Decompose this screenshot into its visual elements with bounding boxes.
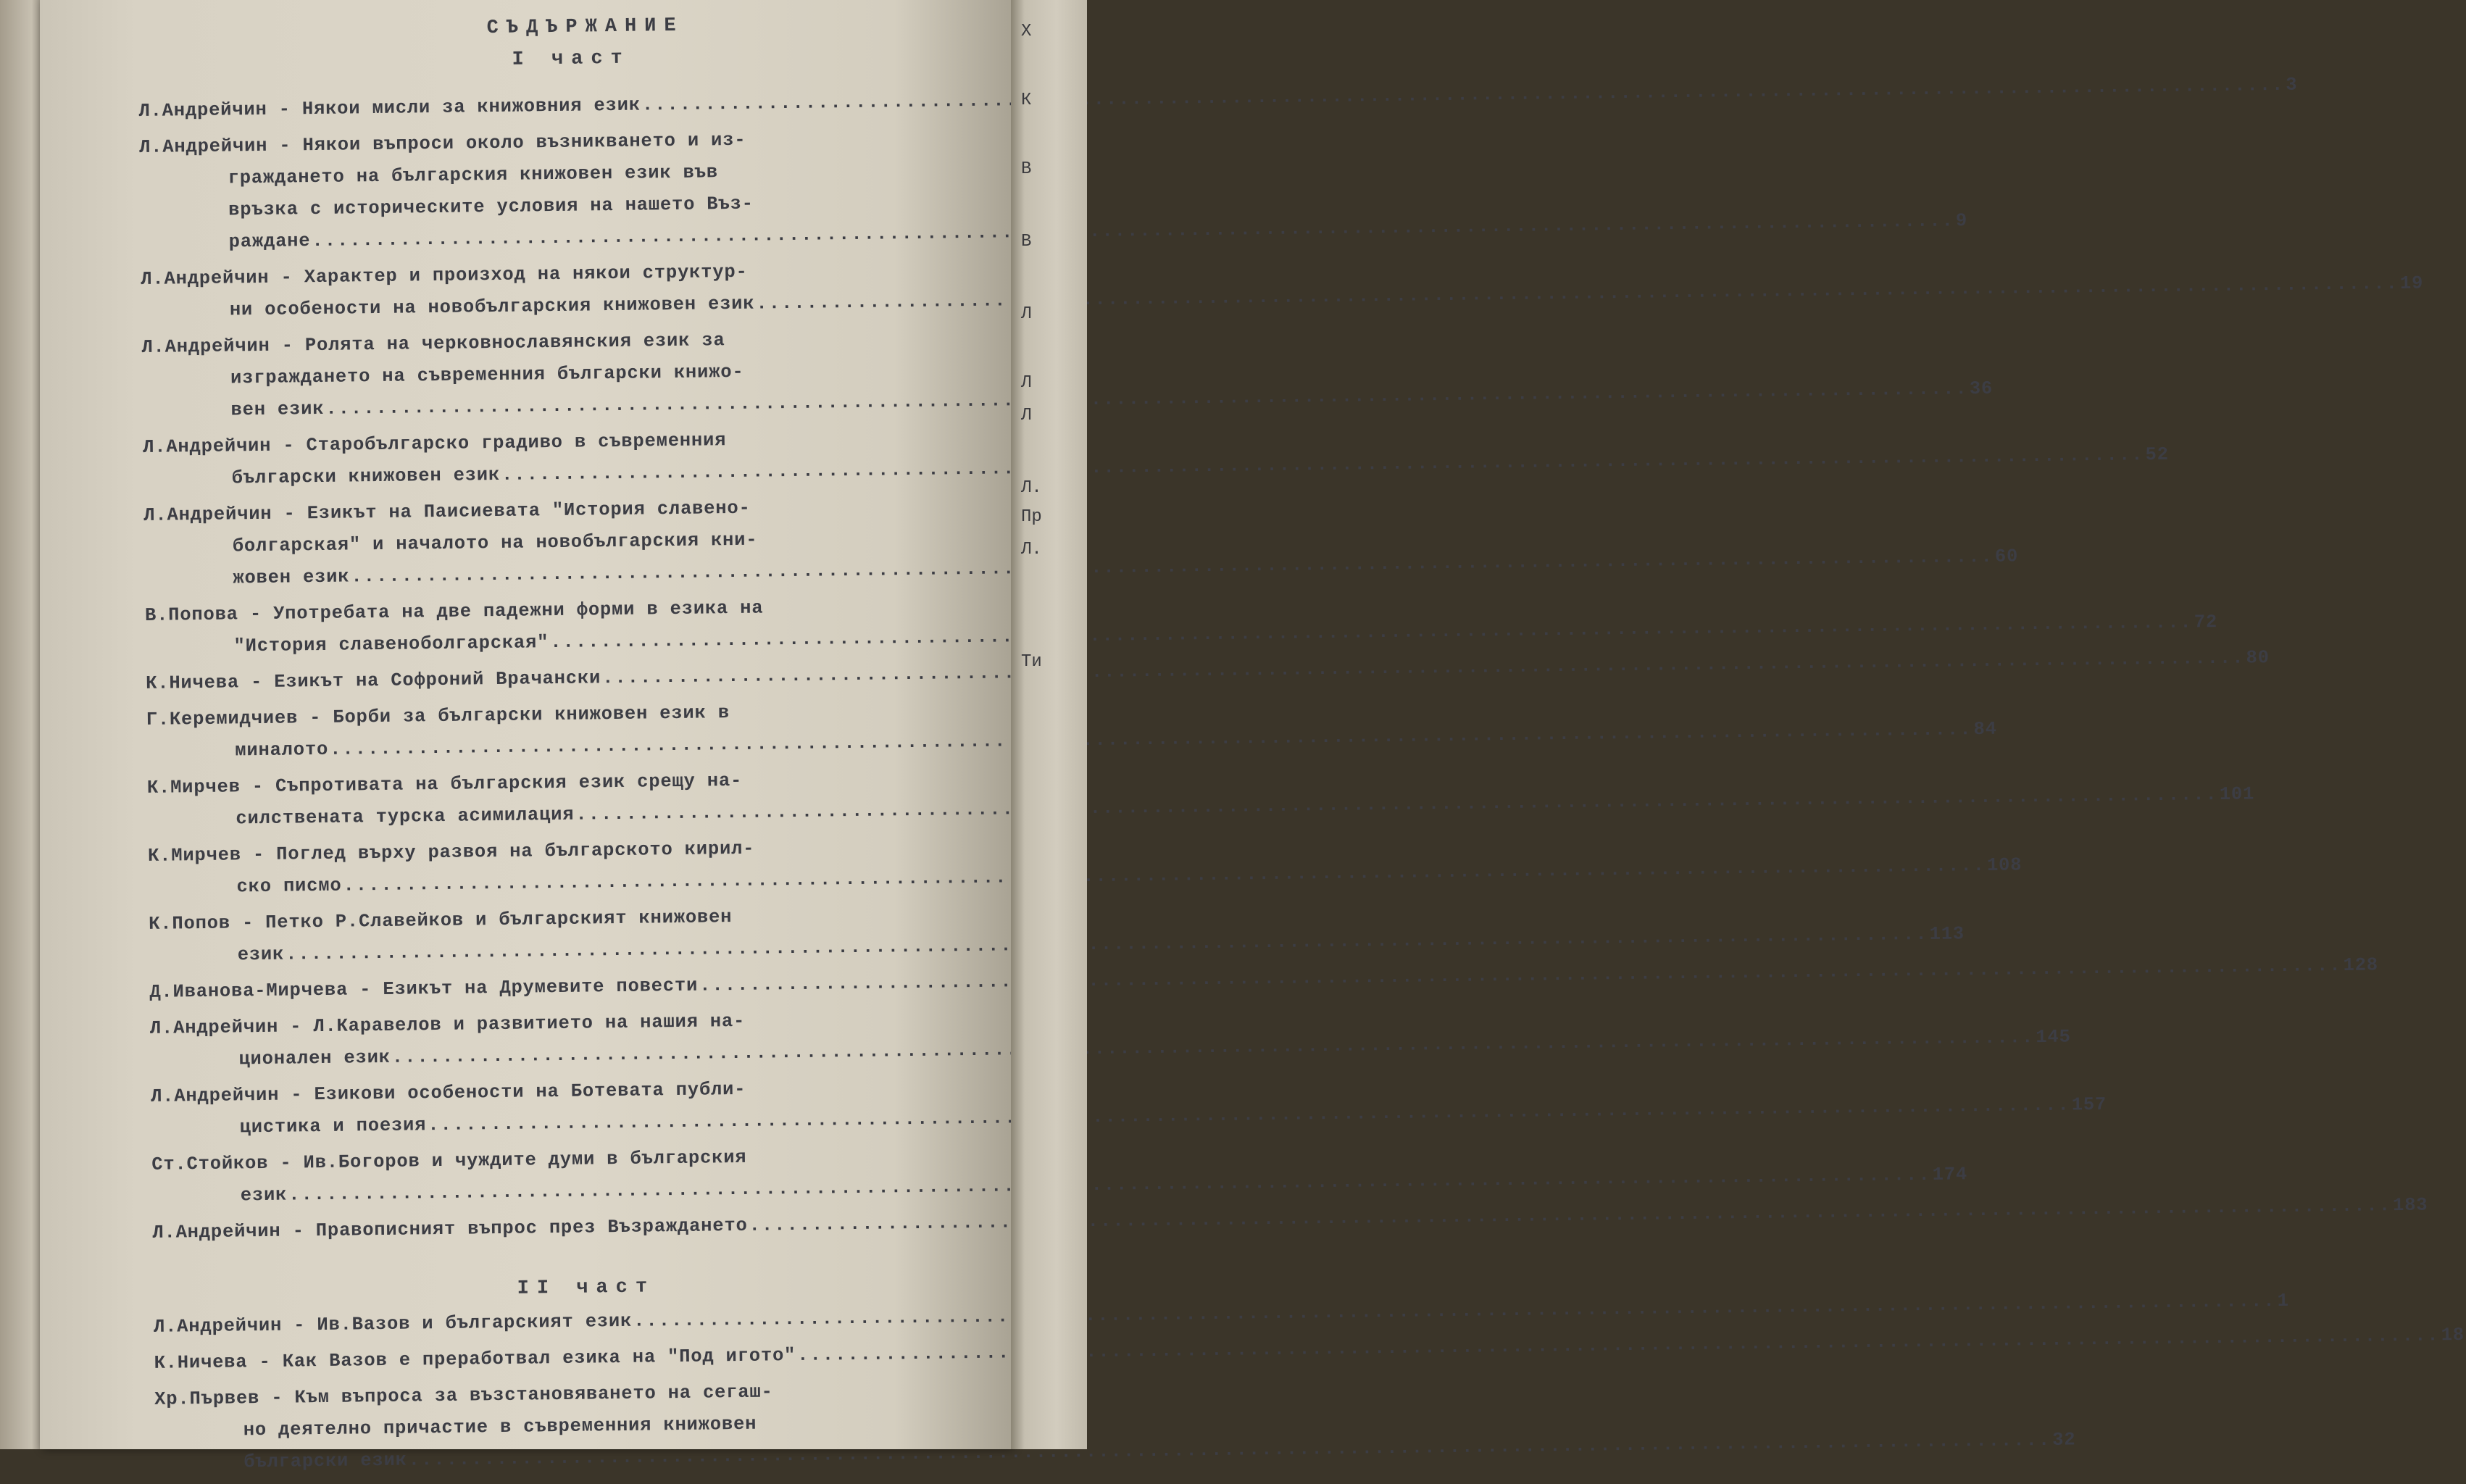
toc-entry-text: Л.Андрейчин - Езикови особености на Ботевата публи- bbox=[150, 1078, 746, 1107]
right-page-text-fragment: Л. bbox=[1021, 540, 1042, 559]
toc-entry-text: миналото bbox=[235, 738, 329, 762]
toc-page-number: 101 bbox=[2219, 783, 2255, 805]
toc-page-number: 183 bbox=[2392, 1194, 2428, 1217]
toc-entry-text: раждане bbox=[228, 230, 311, 253]
toc-heading: СЪДЪРЖАНИЕ bbox=[486, 14, 684, 40]
toc-page-number: 3 bbox=[2286, 74, 2298, 96]
right-page-text-fragment: Ти bbox=[1021, 652, 1042, 672]
toc-entry bbox=[154, 1374, 2076, 1480]
toc-entry bbox=[146, 762, 2255, 836]
toc-page-number: 18 bbox=[2441, 1324, 2465, 1346]
toc-entry-text: Д.Иванова-Мирчева - Езикът на Друмевите повести bbox=[149, 975, 699, 1003]
toc-entry-text: език bbox=[237, 943, 285, 966]
table-of-contents bbox=[138, 12, 2465, 1483]
toc-entry bbox=[149, 1003, 2071, 1077]
toc-entry bbox=[150, 1071, 2107, 1145]
right-page-text-fragment: В bbox=[1021, 159, 1032, 179]
toc-entry-text: ционален език bbox=[238, 1046, 391, 1070]
toc-entry-text: български книжовен език bbox=[231, 464, 501, 489]
right-page-text-fragment: Л. bbox=[1021, 478, 1042, 498]
toc-page-number: 1 bbox=[2277, 1290, 2289, 1312]
toc-page-number: 72 bbox=[2194, 612, 2218, 633]
toc-page bbox=[40, 0, 2465, 1473]
right-page-text-fragment: Х bbox=[1021, 22, 1032, 41]
right-page-text-fragment: Л bbox=[1021, 373, 1032, 393]
dot-leader bbox=[756, 268, 2399, 320]
toc-page-number: 84 bbox=[1973, 718, 1997, 741]
toc-page-number: 32 bbox=[2052, 1429, 2076, 1451]
right-page-edge bbox=[1011, 0, 1087, 1449]
toc-entry-text: ско писмо bbox=[236, 875, 342, 898]
toc-entry-text: жовен език bbox=[233, 566, 350, 589]
toc-entry bbox=[151, 1139, 1968, 1213]
toc-entry-text: К.Попов - Петко Р.Славейков и българският книжовен bbox=[149, 906, 733, 935]
toc-entry-text: граждането на българския книжовен език във bbox=[228, 162, 719, 189]
right-page-text-fragment: Пр bbox=[1021, 507, 1042, 527]
toc-entry-text: Л.Андрейчин - Езикът на Паисиевата "История славено- bbox=[143, 497, 751, 526]
toc-entry-text: Л.Андрейчин - Ролята на черковнославянския език за bbox=[141, 330, 725, 358]
toc-entry-line bbox=[153, 1290, 2289, 1343]
toc-entry bbox=[149, 899, 1965, 972]
left-page-edge bbox=[0, 0, 45, 1449]
toc-entry-text: К.Мирчев - Поглед върху развоя на българското кирил- bbox=[147, 838, 755, 867]
toc-entry bbox=[153, 1290, 2289, 1343]
toc-entry-text: В.Попова - Употребата на две падежни форми в езика на bbox=[144, 597, 764, 626]
toc-entry-text: К.Мирчев - Съпротивата на българския език срещу на- bbox=[146, 770, 743, 799]
toc-entry-text: Л.Андрейчин - Правописният въпрос през Възраждането bbox=[152, 1214, 748, 1243]
toc-entry-text: К.Ничева - Езикът на Софроний Врачански bbox=[145, 667, 601, 694]
toc-entry-text: изграждането на съвременния български книжо- bbox=[230, 361, 744, 389]
toc-page-number: 36 bbox=[1969, 378, 1994, 400]
toc-entry-text: връзка с историческите условия на нашето Въз- bbox=[228, 193, 754, 221]
toc-entry-text: ни особености на новобългарския книжовен език bbox=[229, 293, 755, 321]
toc-page-number: 145 bbox=[2036, 1026, 2071, 1049]
toc-entry bbox=[138, 122, 1968, 259]
toc-entry-text: цистика и поезия bbox=[239, 1114, 427, 1138]
toc-entry-text: български език bbox=[243, 1449, 407, 1473]
toc-entry bbox=[147, 830, 2023, 904]
toc-entry-text: болгарская" и началото на новобългарския кни- bbox=[232, 529, 758, 557]
toc-entry-text: Хр.Първев - Към въпроса за възстановяването на сегаш- bbox=[154, 1381, 773, 1410]
right-page-text-fragment: Л bbox=[1021, 304, 1032, 324]
toc-entry bbox=[146, 694, 1997, 768]
toc-entry bbox=[154, 1324, 2465, 1380]
right-page-text-fragment: Л bbox=[1021, 406, 1032, 425]
toc-page-number: 128 bbox=[2343, 954, 2379, 976]
toc-entry-text: силствената турска асимилация bbox=[236, 804, 575, 830]
toc-entry-text: език bbox=[240, 1184, 288, 1206]
toc-entry-text: Л.Андрейчин - Някои мисли за книжовния език bbox=[138, 94, 641, 122]
toc-entry-text: Ст.Стойков - Ив.Богоров и чуждите думи в българския bbox=[151, 1146, 747, 1175]
part-one-title: I част bbox=[512, 47, 630, 71]
toc-entry-text: Л.Андрейчин - Старобългарско градиво в съвременния bbox=[143, 430, 727, 458]
toc-entry-text: Л.Андрейчин - Л.Каравелов и развитието на нашия на- bbox=[149, 1010, 746, 1039]
toc-entry bbox=[141, 254, 2424, 328]
toc-page-number: 9 bbox=[1955, 210, 1968, 232]
dot-leader bbox=[642, 70, 2285, 122]
toc-entry-line bbox=[149, 954, 2379, 1009]
part-one-entries bbox=[138, 74, 2428, 1249]
toc-entry-text: Л.Андрейчин - Характер и произход на някои структур- bbox=[141, 261, 748, 290]
toc-entry bbox=[143, 422, 2169, 496]
toc-entry-text: вен език bbox=[230, 398, 325, 421]
toc-entry bbox=[141, 322, 1994, 428]
toc-entry-line bbox=[154, 1324, 2465, 1380]
toc-entry bbox=[149, 954, 2379, 1009]
toc-page-number: 157 bbox=[2071, 1093, 2107, 1116]
right-page-text-fragment: В bbox=[1021, 232, 1032, 251]
toc-entry-text: К.Ничева - Как Вазов е преработвал езика на "Под игото" bbox=[154, 1345, 796, 1374]
toc-entry-text: Л.Андрейчин - Някои въпроси около възникването и из- bbox=[138, 129, 746, 158]
toc-page-number: 60 bbox=[1994, 546, 2019, 567]
toc-entry-line bbox=[138, 74, 2298, 128]
toc-page-number: 80 bbox=[2246, 647, 2270, 669]
toc-page-number: 52 bbox=[2145, 443, 2169, 466]
toc-entry bbox=[138, 74, 2298, 128]
toc-entry-text: но деятелно причастие в съвременния книжовен bbox=[243, 1413, 757, 1441]
toc-page-number: 108 bbox=[1986, 854, 2023, 876]
toc-entry-text: Л.Андрейчин - Ив.Вазов и българският език bbox=[153, 1310, 633, 1338]
toc-page-number: 19 bbox=[2399, 272, 2424, 294]
part-two-title: II част bbox=[517, 1276, 656, 1300]
right-page-text-fragment: К bbox=[1021, 91, 1032, 110]
toc-page-number: 113 bbox=[1929, 923, 1965, 945]
toc-entry-text: "История славеноболгарская" bbox=[233, 632, 549, 657]
part-two-entries bbox=[153, 1290, 2465, 1480]
toc-page-number: 174 bbox=[1932, 1164, 1968, 1185]
toc-entry-text: Г.Керемидчиев - Борби за български книжовен език в bbox=[146, 702, 730, 730]
